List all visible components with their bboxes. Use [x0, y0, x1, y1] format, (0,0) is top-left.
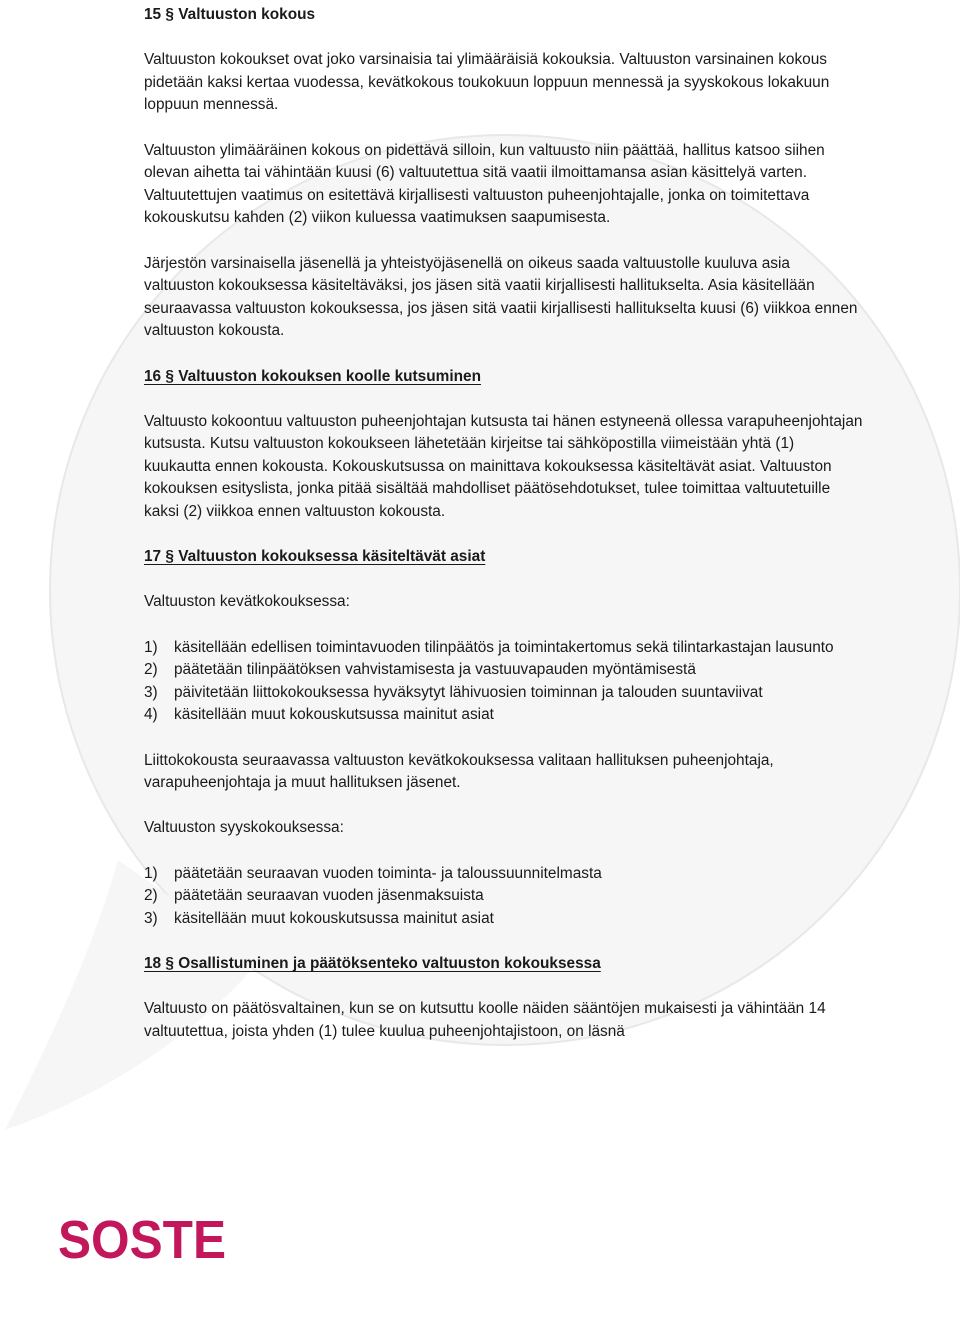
spring-meeting-note: Liittokokousta seuraavassa valtuuston kevätkokouksessa valitaan hallituksen puheenjohtaja, varapuheenjohtaja ja muut hallituksen jäsenet. — [144, 751, 774, 792]
section-15-paragraph-3: Järjestön varsinaisella jäsenellä ja yhteistyöjäsenellä on oikeus saada valtuustolle kuuluva asia valtuuston kokouksessa käsiteltäväksi, jos jäsen sitä vaatii kirjallisesti hallitukselta. Asia käsitellään seuraavassa valtuuston kokouksessa, jos jäsen sitä vaatii kirjallisesti hallitukselta kuusi (6) viikkoa ennen valtuuston kokousta. — [144, 254, 858, 340]
spring-meeting-intro: Valtuuston kevätkokouksessa: — [144, 593, 350, 611]
list-item — [144, 863, 864, 886]
list-item-number: 1) — [144, 864, 158, 882]
spring-meeting-list — [144, 637, 864, 727]
section-15-heading: 15 § Valtuuston kokous — [144, 6, 316, 23]
list-item — [144, 704, 864, 727]
list-item-number: 3) — [144, 909, 158, 927]
soste-logo — [58, 1214, 233, 1266]
section-15-paragraph-2: Valtuuston ylimääräinen kokous on pidettävä silloin, kun valtuusto niin päättää, hallitus katsoo siihen olevan aihetta tai vähintään kuusi (6) valtuutettua sitä vaatii ilmoittamansa asian käsittelyä varten. Valtuutettujen vaatimus on esitettävä kirjallisesti valtuuston puheenjohtajalle, jonka on toimitettava kokouskutsu kahden (2) viikon kuluessa vaatimuksen saapumisesta. — [144, 141, 825, 227]
autumn-meeting-intro: Valtuuston syyskokouksessa: — [144, 819, 344, 837]
list-item-text: päivitetään liittokokouksessa hyväksytyt lähivuosien toiminnan ja talouden suuntaviivat — [174, 683, 763, 701]
list-item-number: 3) — [144, 683, 158, 701]
list-item-text: käsitellään muut kokouskutsussa mainitut asiat — [174, 909, 494, 927]
list-item-text: päätetään seuraavan vuoden jäsenmaksuista — [174, 887, 484, 905]
list-item-text: käsitellään muut kokouskutsussa mainitut asiat — [174, 706, 494, 724]
list-item-text: päätetään tilinpäätöksen vahvistamisesta ja vastuuvapauden myöntämisestä — [174, 661, 696, 679]
list-item-text: käsitellään edellisen toimintavuoden tilinpäätös ja toimintakertomus sekä tilintarkastajan lausunto — [174, 638, 834, 656]
list-item — [144, 682, 864, 705]
list-item-number: 1) — [144, 638, 158, 656]
list-item-number: 2) — [144, 887, 158, 905]
list-item-text: päätetään seuraavan vuoden toiminta- ja taloussuunnitelmasta — [174, 864, 602, 882]
list-item-number: 4) — [144, 706, 158, 724]
svg-text:SOSTE: SOSTE — [58, 1214, 226, 1266]
section-16-heading: 16 § Valtuuston kokouksen koolle kutsuminen — [144, 367, 481, 385]
autumn-meeting-list — [144, 863, 864, 931]
list-item — [144, 908, 864, 931]
list-item — [144, 659, 864, 682]
list-item-number: 2) — [144, 661, 158, 679]
section-17-heading: 17 § Valtuuston kokouksessa käsiteltävät asiat — [144, 548, 486, 566]
section-15-paragraph-1: Valtuuston kokoukset ovat joko varsinaisia tai ylimääräisiä kokouksia. Valtuuston varsinainen kokous pidetään kaksi kertaa vuodessa, kevätkokous toukokuun loppuun mennessä ja syyskokous lokakuun loppuun mennessä. — [144, 51, 830, 114]
document-body — [144, 4, 864, 1043]
section-18-heading: 18 § Osallistuminen ja päätöksenteko valtuuston kokouksessa — [144, 954, 601, 972]
list-item — [144, 885, 864, 908]
list-item — [144, 637, 864, 660]
section-18-paragraph-1: Valtuusto on päätösvaltainen, kun se on kutsuttu koolle näiden sääntöjen mukaisesti ja vähintään 14 valtuutettua, joista yhden (1) tulee kuulua puheenjohtajistoon, on läsnä — [144, 1000, 826, 1040]
section-16-paragraph-1: Valtuusto kokoontuu valtuuston puheenjohtajan kutsusta tai hänen estyneenä ollessa varapuheenjohtajan kutsusta. Kutsu valtuuston kokoukseen lähetetään kirjeitse tai sähköpostilla viimeistään yhtä (1) kuukautta ennen kokousta. Kokouskutsussa on mainittava kokouksessa käsiteltävät asiat. Valtuuston kokouksen esityslista, jonka pitää sisältää mahdolliset päätösehdotukset, tulee toimittaa valtuutetuille kaksi (2) viikkoa ennen valtuuston kokousta. — [144, 412, 863, 521]
